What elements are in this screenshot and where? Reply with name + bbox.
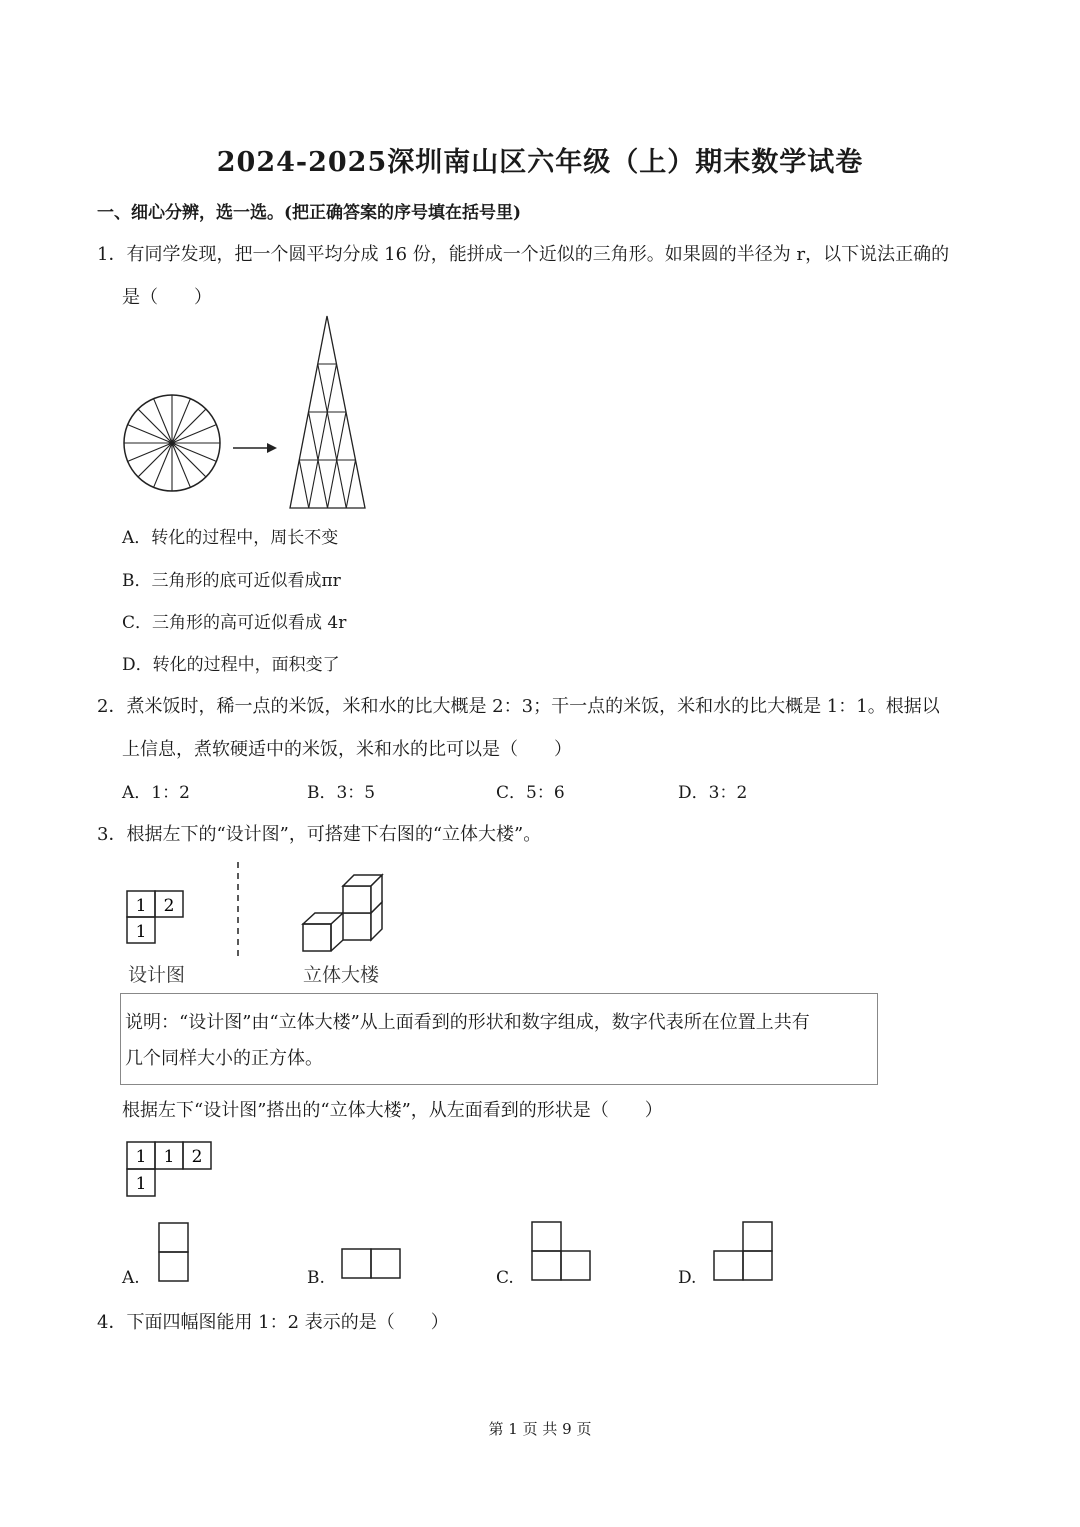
- circle-sector-line: [138, 409, 172, 443]
- circle-sector-line: [138, 443, 172, 477]
- building-label: 立体大楼: [303, 964, 380, 986]
- grid2-cell-1: 1: [135, 1147, 147, 1167]
- design-plan-grid: [127, 891, 183, 943]
- q1-option-a[interactable]: A．转化的过程中，周长不变: [122, 528, 339, 548]
- section-heading: 一、细心分辨，选一选。(把正确答案的序号填在括号里): [97, 203, 522, 223]
- circle-sector-line: [172, 409, 206, 443]
- q1-option-d[interactable]: D．转化的过程中，面积变了: [122, 655, 340, 675]
- q2-option-c[interactable]: C．5：6: [496, 783, 565, 803]
- q4-stem-line1: 4．下面四幅图能用 1：2 表示的是（ ）: [97, 1312, 449, 1333]
- q3-stem-line1: 3．根据左下的“设计图”，可搭建下右图的“立体大楼”。: [97, 824, 542, 845]
- circle-to-triangle-figure: [115, 310, 385, 515]
- design-cell-3: 1: [135, 922, 147, 942]
- q3-option-b-label[interactable]: B.: [307, 1268, 325, 1288]
- q3-option-d-shape[interactable]: [710, 1218, 778, 1286]
- q3-option-a-shape[interactable]: [155, 1220, 195, 1285]
- explanation-box: [120, 993, 878, 1085]
- grid2-cell-4: 1: [135, 1174, 147, 1194]
- divided-circle: [124, 395, 220, 491]
- grid2-cell-2: 1: [163, 1147, 175, 1167]
- triangle-grid-line: [299, 460, 309, 508]
- arrow-icon: [233, 443, 277, 453]
- page-title: 2024-2025深圳南山区六年级（上）期末数学试卷: [216, 147, 864, 178]
- design-plan-grid-2: [120, 1135, 230, 1205]
- design-cell-1: 1: [135, 896, 147, 916]
- grid2-cell-3: 2: [191, 1147, 203, 1167]
- q1-option-c[interactable]: C．三角形的高可近似看成 4r: [122, 613, 347, 633]
- page-number-footer: 第 1 页 共 9 页: [488, 1420, 592, 1438]
- design-cell-2: 2: [163, 896, 175, 916]
- q2-option-b[interactable]: B．3：5: [307, 783, 376, 803]
- assembled-triangle: [290, 316, 365, 508]
- triangle-grid-line: [346, 460, 355, 508]
- design-and-building-figure: [120, 858, 420, 958]
- cube-building: [303, 875, 382, 951]
- q3-option-c-label[interactable]: C.: [496, 1268, 514, 1288]
- q1-stem-line1: 1．有同学发现，把一个圆平均分成 16 份，能拼成一个近似的三角形。如果圆的半径为 r，以下说法正确的: [97, 244, 950, 265]
- q2-stem-line2: 上信息，煮软硬适中的米饭，米和水的比可以是（ ）: [122, 739, 572, 760]
- q2-option-d[interactable]: D．3：2: [678, 783, 748, 803]
- explanation-line1: 说明：“设计图”由“立体大楼”从上面看到的形状和数字组成，数字代表所在位置上共有: [125, 1012, 810, 1033]
- q3-option-c-shape[interactable]: [528, 1218, 594, 1286]
- circle-sector-line: [172, 443, 206, 477]
- q3-option-a-label[interactable]: A.: [122, 1268, 140, 1288]
- design-plan-label: 设计图: [128, 964, 186, 986]
- q3-option-d-label[interactable]: D.: [678, 1268, 697, 1288]
- q3-question: 根据左下“设计图”搭出的“立体大楼”，从左面看到的形状是（ ）: [122, 1100, 663, 1121]
- explanation-line2: 几个同样大小的正方体。: [125, 1048, 323, 1069]
- q1-option-b[interactable]: B．三角形的底可近似看成πr: [122, 571, 341, 591]
- q1-stem-line2: 是（ ）: [122, 287, 212, 308]
- q2-option-a[interactable]: A．1：2: [122, 783, 190, 803]
- q2-stem-line1: 2．煮米饭时，稀一点的米饭，米和水的比大概是 2：3；干一点的米饭，米和水的比大概是 1：1。根据以: [97, 696, 940, 717]
- q3-option-b-shape[interactable]: [338, 1245, 404, 1285]
